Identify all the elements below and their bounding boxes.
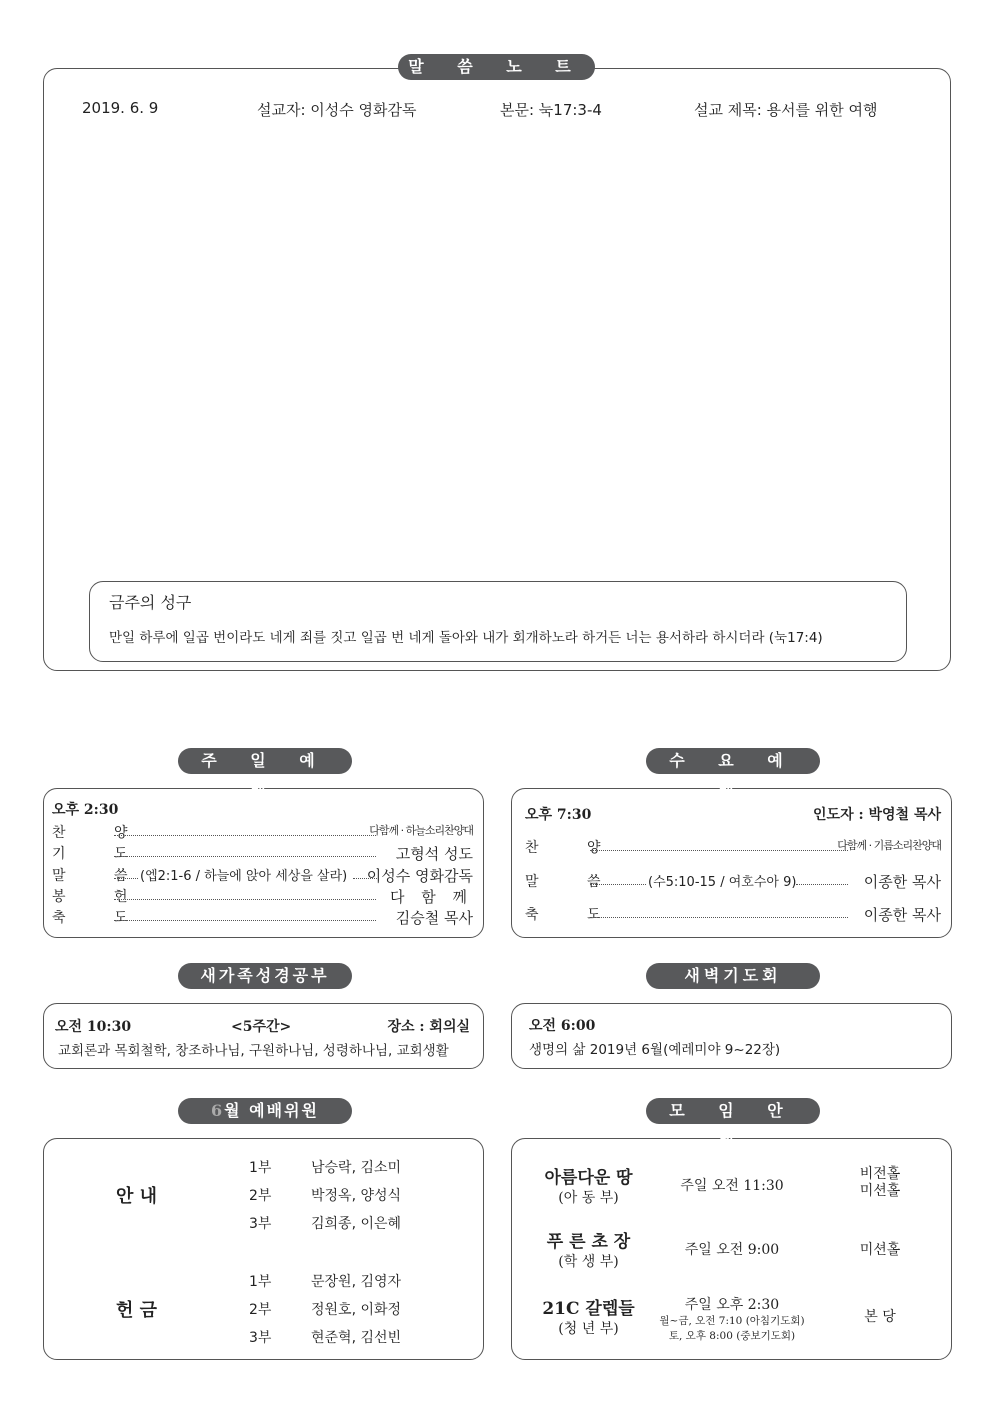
verse-heading: 금주의 성구 — [109, 593, 192, 612]
committee-group-label: 안 내 — [116, 1186, 158, 1207]
sunday-row-detail: (엡2:1-6 / 하늘에 앉아 세상을 살라) — [140, 869, 348, 884]
meeting-sub: (아 동 부) — [558, 1190, 619, 1206]
meeting-time: 주일 오전 11:30 — [680, 1178, 784, 1194]
dawn-prayer-time: 오전 6:00 — [529, 1018, 596, 1034]
committee-part: 3부 — [249, 1216, 272, 1232]
committee-part: 3부 — [249, 1330, 272, 1346]
committee-part: 2부 — [249, 1188, 272, 1204]
meeting-extra: 월~금, 오전 7:10 (아침기도회) — [659, 1315, 805, 1327]
meeting-place: 미션홀 — [859, 1183, 901, 1199]
sunday-worship-title: 주 일 예 배 — [178, 748, 352, 774]
sermon-text: 본문: 눅17:3-4 — [500, 101, 602, 119]
wednesday-row-label: 찬 양 — [525, 840, 623, 856]
verse-box — [89, 581, 907, 662]
leader-dots — [114, 920, 376, 921]
sermon-title: 설교 제목: 용서를 위한 여행 — [694, 101, 878, 119]
wednesday-row-value: 다함께 · 기름소리찬양대 — [837, 839, 941, 852]
dawn-prayer-box — [511, 1003, 952, 1069]
wednesday-leader: 인도자 : 박영철 목사 — [813, 807, 941, 823]
family-bible-title: 새가족성경공부 — [178, 963, 352, 989]
meeting-place: 미션홀 — [859, 1242, 901, 1258]
leader-dots — [590, 917, 848, 918]
sermon-preacher: 설교자: 이성수 영화감독 — [257, 101, 417, 119]
leader-dots — [114, 878, 138, 879]
meeting-extra: 토, 오후 8:00 (중보기도회) — [668, 1330, 796, 1342]
meeting-name: 21C 갈렙들 — [542, 1299, 635, 1319]
committee-part: 1부 — [249, 1274, 272, 1290]
sunday-row-value: 고형석 성도 — [395, 845, 473, 863]
meeting-time: 주일 오후 2:30 — [684, 1297, 780, 1313]
family-bible-place: 장소 : 회의실 — [387, 1019, 470, 1035]
sunday-row-value: 김승철 목사 — [395, 909, 473, 927]
committee-names: 문장원, 김영자 — [311, 1274, 402, 1290]
verse-text: 만일 하루에 일곱 번이라도 네게 죄를 짓고 일곱 번 네게 돌아와 내가 회개하노라 하거든 너는 용서하라 하시더라 (눅17:4) — [109, 630, 823, 646]
wednesday-time: 오후 7:30 — [525, 807, 592, 823]
sunday-row-label: 축 도 — [52, 910, 150, 926]
sunday-worship-box — [43, 788, 484, 938]
sunday-row-label: 봉 헌 — [52, 889, 150, 905]
committee-names: 정원호, 이화정 — [311, 1302, 402, 1318]
leader-dots — [590, 850, 848, 851]
wednesday-row-value: 이종한 목사 — [863, 906, 941, 924]
sunday-row-label: 찬 양 — [52, 825, 150, 841]
sunday-row-label: 말 씀 — [52, 868, 150, 884]
wednesday-row-label: 말 씀 — [525, 874, 623, 890]
june-committee-month: 6 — [211, 1101, 225, 1120]
meeting-place: 본 당 — [864, 1309, 896, 1325]
sunday-time: 오후 2:30 — [52, 802, 119, 818]
meeting-time: 주일 오전 9:00 — [684, 1242, 780, 1258]
committee-names: 남승락, 김소미 — [311, 1160, 402, 1176]
june-committee-title — [178, 1098, 352, 1124]
sunday-row-label: 기 도 — [52, 846, 150, 862]
committee-names: 박정옥, 양성식 — [311, 1188, 402, 1204]
sermon-note-box — [43, 68, 951, 671]
family-bible-topics: 교회론과 목회철학, 창조하나님, 구원하나님, 성령하나님, 교회생활 — [58, 1043, 449, 1059]
meeting-sub: (학 생 부) — [558, 1254, 619, 1270]
june-committee-box — [43, 1138, 484, 1360]
meetings-box — [511, 1138, 952, 1360]
leader-dots — [353, 878, 377, 879]
wednesday-row-value: 이종한 목사 — [863, 873, 941, 891]
committee-names: 현준혁, 김선빈 — [311, 1330, 402, 1346]
wednesday-row-label: 축 도 — [525, 907, 623, 923]
committee-part: 2부 — [249, 1302, 272, 1318]
meeting-place: 비전홀 — [859, 1166, 901, 1182]
leader-dots — [796, 884, 848, 885]
family-bible-box — [43, 1003, 484, 1069]
dawn-prayer-text: 생명의 삶 2019년 6월(예레미야 9~22장) — [529, 1042, 781, 1058]
family-bible-weeks: <5주간> — [231, 1019, 292, 1035]
leader-dots — [590, 884, 646, 885]
committee-part: 1부 — [249, 1160, 272, 1176]
meeting-name: 아름다운 땅 — [544, 1168, 633, 1188]
meetings-title: 모 임 안 내 — [646, 1098, 820, 1124]
sermon-date: 2019. 6. 9 — [82, 99, 159, 117]
leader-dots — [114, 899, 376, 900]
leader-dots — [114, 835, 376, 836]
wednesday-worship-box — [511, 788, 952, 938]
sunday-row-value: 다 함 께 — [389, 888, 473, 906]
leader-dots — [114, 856, 376, 857]
meeting-name: 푸 른 초 장 — [546, 1232, 631, 1252]
committee-names: 김희종, 이은혜 — [311, 1216, 402, 1232]
sunday-row-value: 다함께 · 하늘소리찬양대 — [369, 824, 473, 837]
family-bible-time: 오전 10:30 — [55, 1019, 132, 1035]
sermon-note-title: 말 씀 노 트 — [398, 54, 595, 80]
sunday-row-value: 이성수 영화감독 — [366, 867, 473, 885]
wednesday-row-detail: (수5:10-15 / 여호수아 9) — [648, 875, 797, 890]
committee-group-label: 헌 금 — [116, 1300, 158, 1321]
june-committee-title-text: 월 예배위원 — [224, 1101, 319, 1120]
dawn-prayer-title: 새벽기도회 — [646, 963, 820, 989]
wednesday-worship-title: 수 요 예 배 — [646, 748, 820, 774]
meeting-sub: (청 년 부) — [558, 1321, 619, 1337]
